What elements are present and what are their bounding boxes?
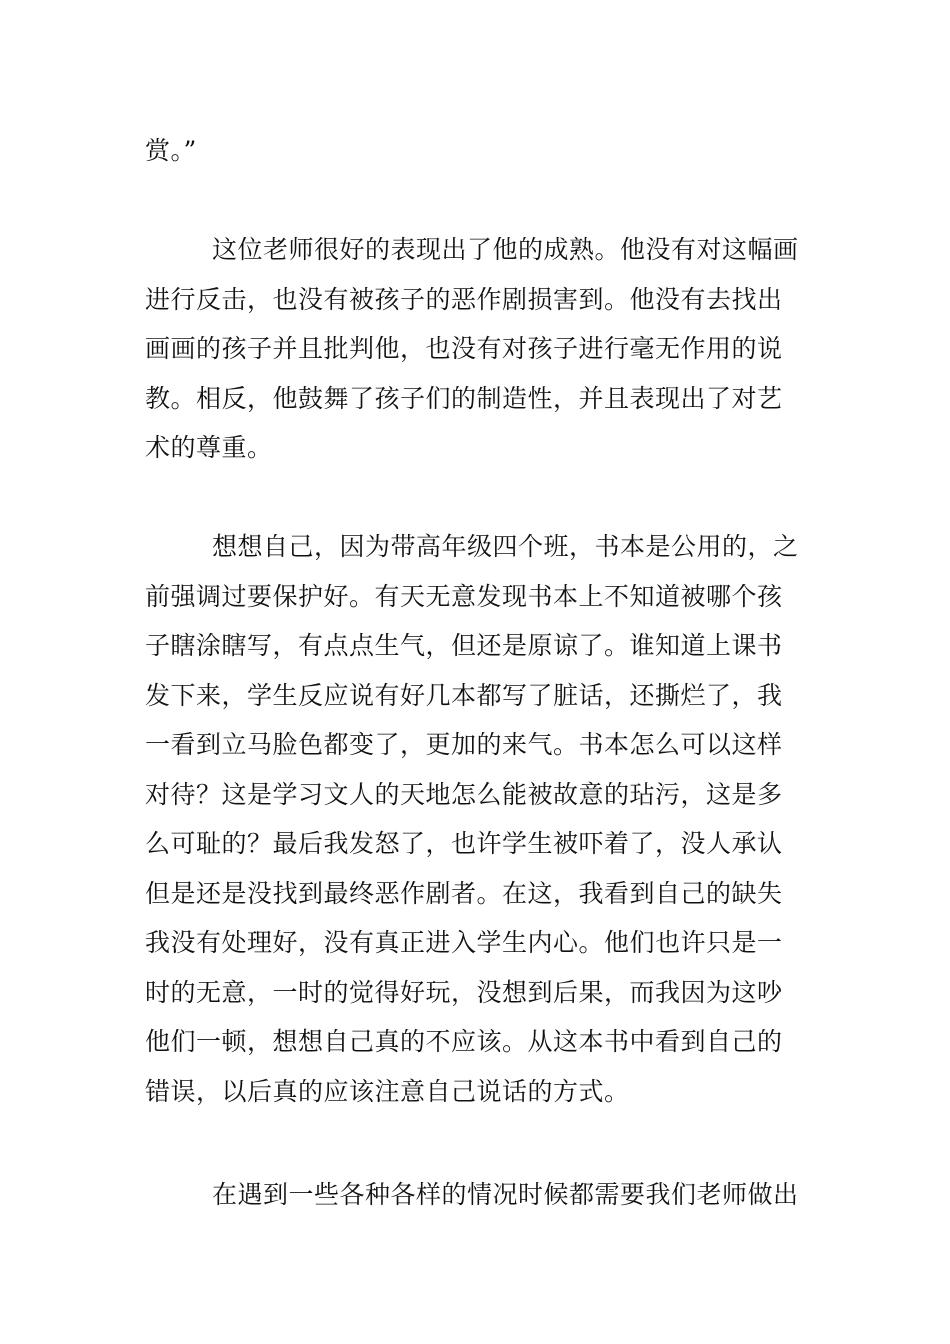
text-line: 赏。”	[145, 136, 197, 165]
text-line: 一看到立马脸色都变了，更加的来气。书本怎么可以这样	[145, 730, 783, 759]
text-line: 教。相反，他鼓舞了孩子们的制造性，并且表现出了对艺	[145, 383, 783, 413]
text-line: 时的无意，一时的觉得好玩，没想到后果，而我因为这吵	[145, 977, 783, 1007]
text-line: 我没有处理好，没有真正进入学生内心。他们也许只是一	[145, 928, 783, 957]
paragraph-tail	[145, 126, 813, 176]
text-line: 对待？这是学习文人的天地怎么能被故意的玷污，这是多	[145, 779, 783, 809]
text-line: 子瞎涂瞎写，有点点生气，但还是原谅了。谁知道上课书	[145, 631, 783, 660]
text-line: 前强调过要保护好。有天无意发现书本上不知道被哪个孩	[145, 581, 783, 611]
text-line: 术的尊重。	[145, 433, 273, 462]
text-line: 但是还是没找到最终恶作剧者。在这，我看到自己的缺失	[145, 878, 783, 908]
text-line: 他们一顿，想想自己真的不应该。从这本书中看到自己的	[145, 1027, 783, 1056]
text-line: 想想自己，因为带高年级四个班，书本是公用的，之	[212, 532, 799, 561]
paragraph-closing	[145, 1170, 813, 1220]
text-line: 么可耻的？最后我发怒了，也许学生被吓着了，没人承认	[145, 829, 783, 858]
text-line: 画画的孩子并且批判他，也没有对孩子进行毫无作用的说	[145, 334, 783, 363]
text-line: 这位老师很好的表现出了他的成熟。他没有对这幅画	[212, 235, 799, 264]
text-line: 发下来，学生反应说有好几本都写了脏话，还撕烂了，我	[145, 680, 783, 710]
text-line: 错误，以后真的应该注意自己说话的方式。	[145, 1076, 630, 1106]
paragraph-self-reflection	[145, 522, 813, 1116]
text-line: 进行反击，也没有被孩子的恶作剧损害到。他没有去找出	[145, 284, 783, 314]
paragraph-teacher-maturity	[145, 225, 813, 473]
text-line: 在遇到一些各种各样的情况时候都需要我们老师做出	[212, 1180, 799, 1209]
